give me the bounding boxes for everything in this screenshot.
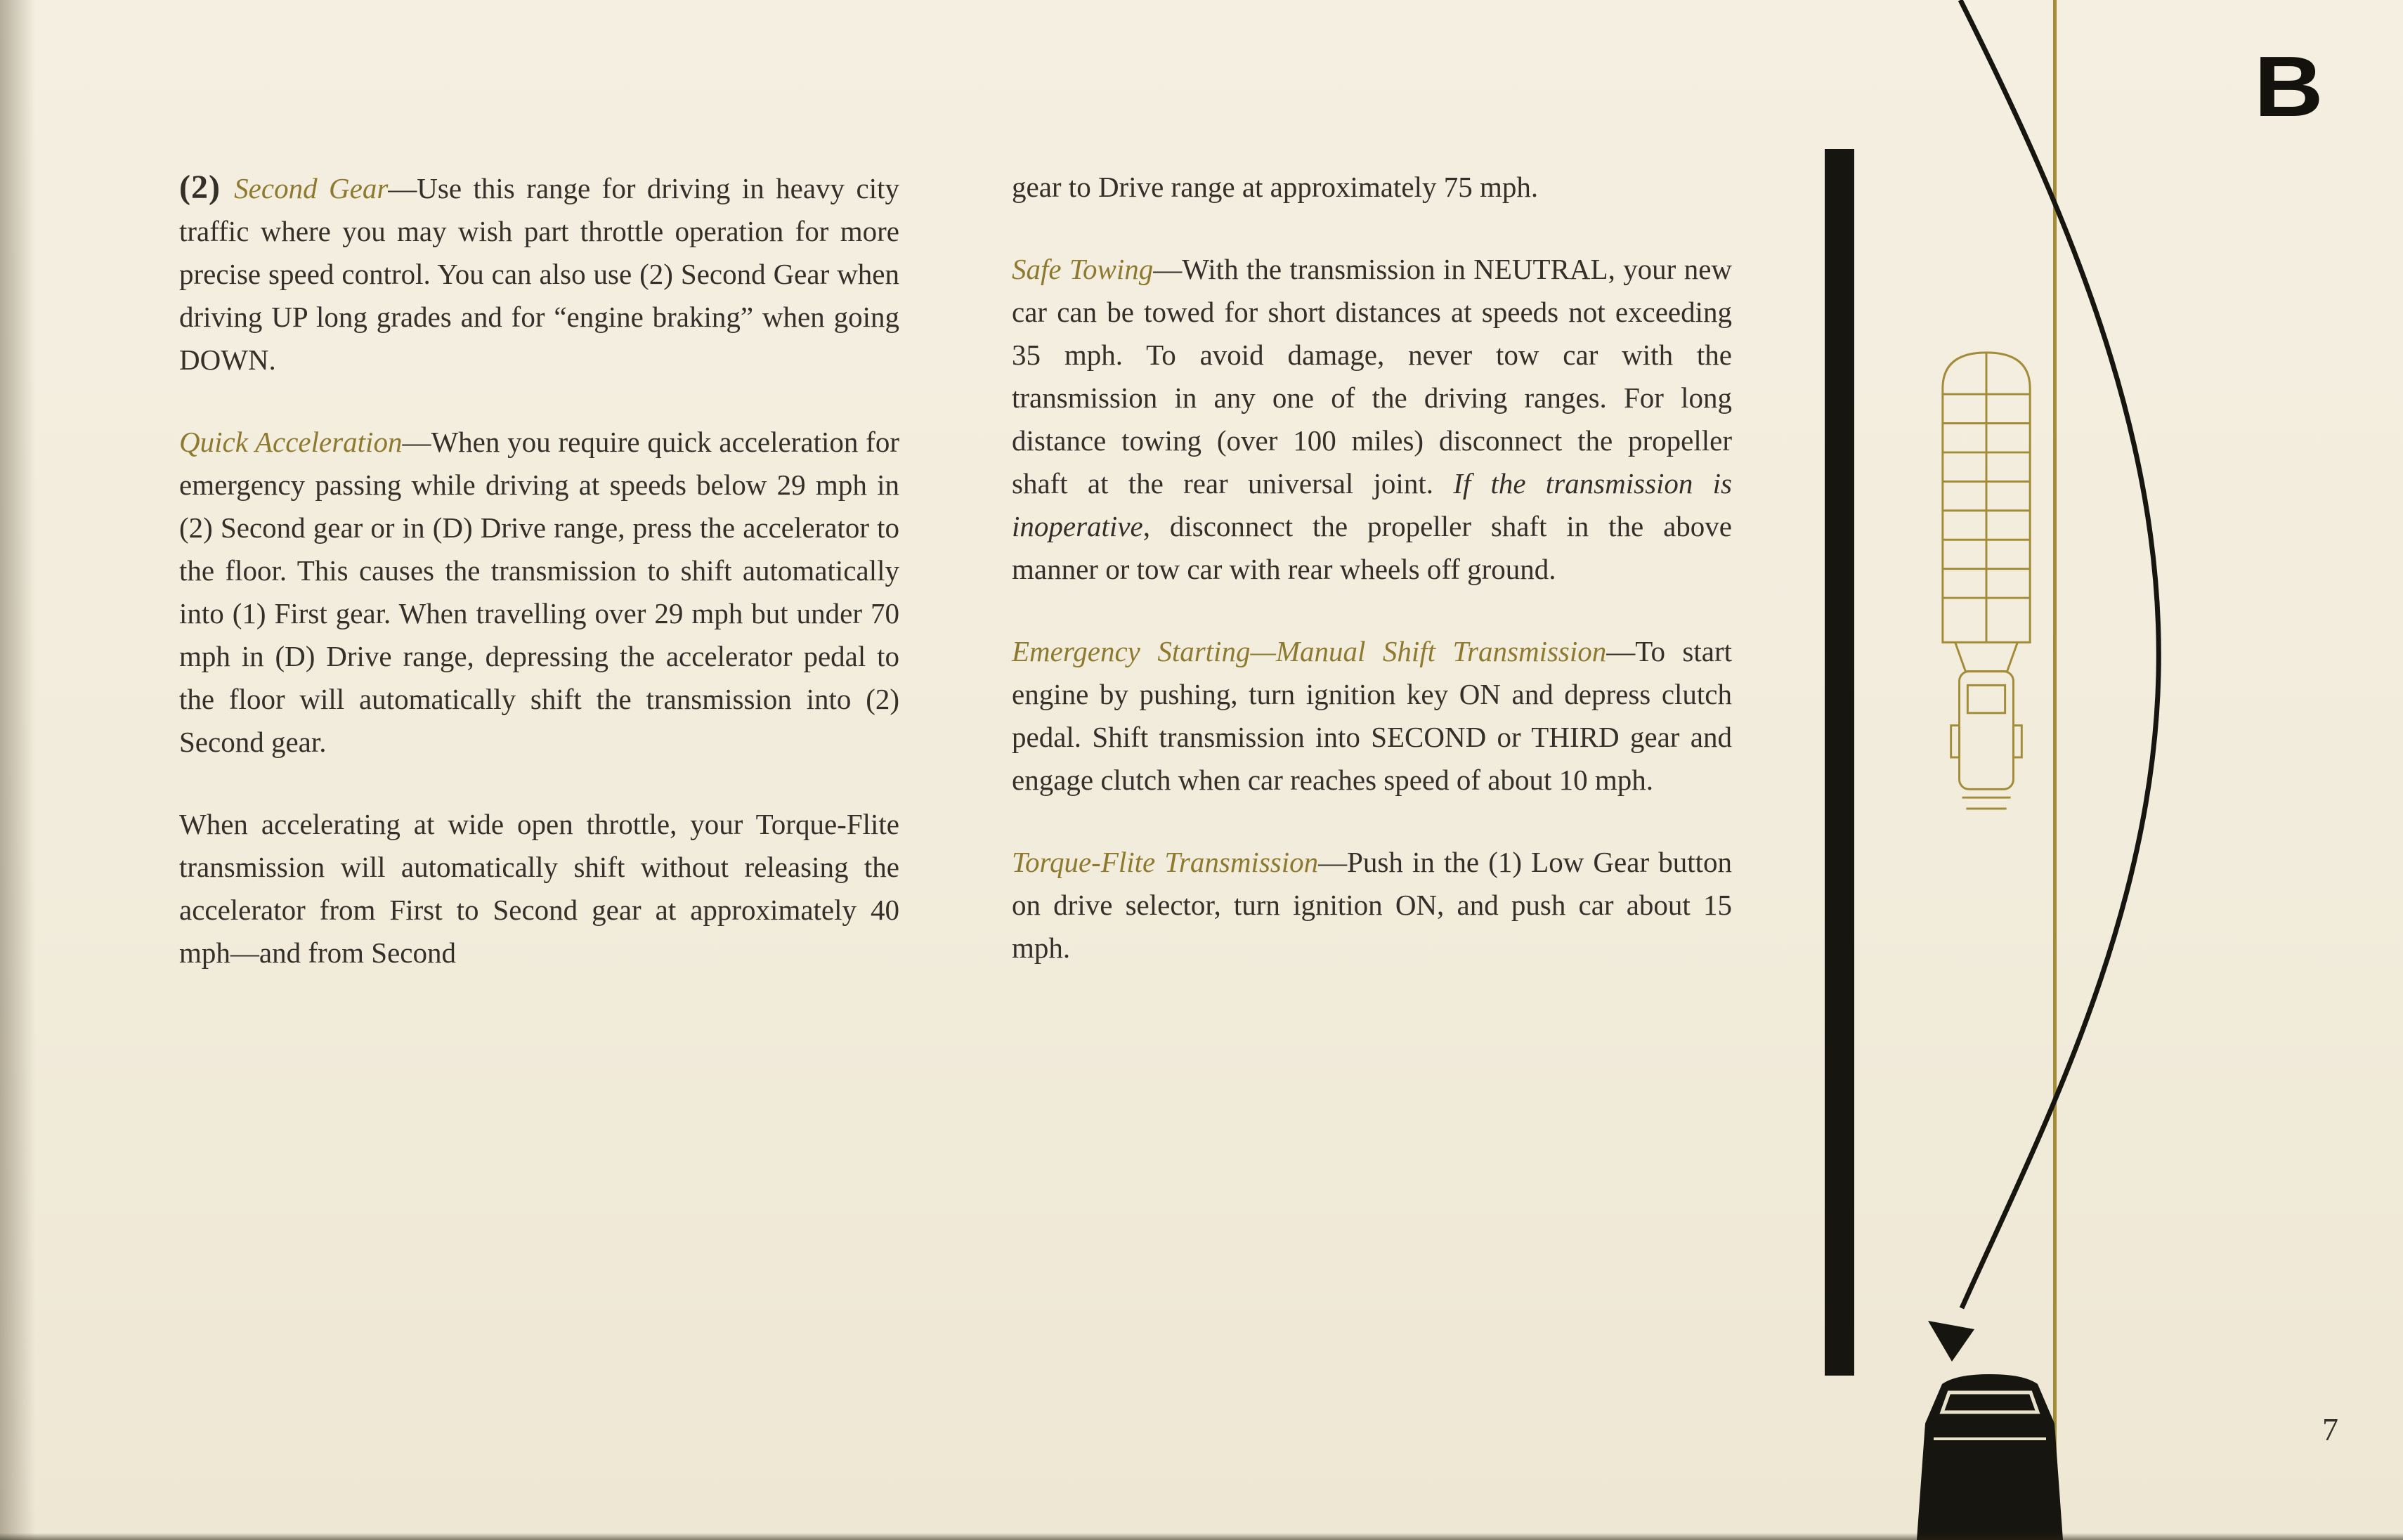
text-segment: Second Gear (234, 172, 389, 204)
divider-bar (1825, 149, 1854, 1376)
car-front-silhouette-icon (1913, 1371, 2067, 1540)
paragraph-wide-open-throttle (179, 803, 899, 974)
text-segment: Safe Towing (1012, 253, 1154, 285)
text-segment: When accelerating at wide open throttle, your Torque-Flite transmission will automatically shift without releasing the accelerator from First to Second gear at approximately 40 mph—and from Second (179, 808, 899, 969)
text-segment: Quick Acceleration (179, 426, 403, 458)
text-segment: —Use this range for driving in heavy city traffic where you may wish part throttle operation for more precise speed control. You can also use (2) Second Gear when driving UP long grades and for “engine braking” when going DOWN. (179, 172, 899, 376)
page-number: 7 (2322, 1411, 2338, 1447)
text-columns (179, 166, 1732, 1014)
text-segment: (2) (179, 169, 235, 206)
text-segment: gear to Drive range at approximately 75 mph. (1012, 171, 1539, 203)
text-segment: —Push in the (1) Low Gear button on drive selector, turn ignition ON, and push car about 15 mph. (1012, 846, 1732, 964)
text-segment: Torque-Flite Transmission (1012, 846, 1319, 878)
section-letter: B (2254, 39, 2324, 134)
paragraph-continuation (1012, 166, 1732, 209)
left-column (179, 166, 899, 1014)
right-column (1012, 166, 1732, 1014)
text-segment: Emergency Starting—Manual Shift Transmission (1012, 635, 1607, 667)
text-segment: —To start engine by pushing, turn ignition key ON and depress clutch pedal. Shift transmission into SECOND or THIRD gear and engage clutch when car reaches speed of about 10 mph. (1012, 635, 1732, 796)
text-segment: , disconnect the propeller shaft in the above manner or tow car with rear wheels off ground. (1012, 510, 1732, 585)
towed-car-top-view-icon (1927, 346, 2046, 859)
text-segment: If the transmission is inoperative (1012, 467, 1732, 542)
paragraph-torque-flite (1012, 841, 1732, 970)
paragraph-quick-acceleration (179, 421, 899, 764)
paragraph-emergency-starting (1012, 630, 1732, 802)
text-segment: —When you require quick acceleration for emergency passing while driving at speeds below 29 mph in (2) Second gear or in (D) Drive range, press the accelerator to the floor. This causes the transmission to shift automatically into (1) First gear. When travelling over 29 mph but under 70 mph in (D) Drive range, depressing the accelerator pedal to the floor will automatically shift the transmission into (2) Second gear. (179, 426, 899, 758)
paragraph-second-gear (179, 166, 899, 381)
paragraph-safe-towing (1012, 248, 1732, 591)
text-segment: —With the transmission in NEUTRAL, your new car can be towed for short distances at speeds not exceeding 35 mph. To avoid damage, never tow car with the transmission in any one of the driving ranges. For long distance towing (over 100 miles) disconnect the propeller shaft at the rear universal joint. (1012, 253, 1732, 500)
curved-route-arrow-icon (1855, 0, 2248, 1540)
